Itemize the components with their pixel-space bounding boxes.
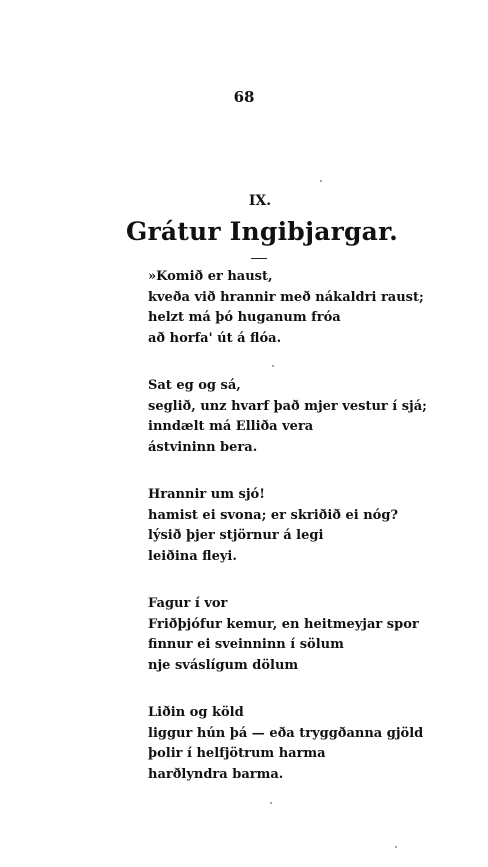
poem-line: Hrannir um sjó! [148,487,265,502]
poem-line: Sat eg og sá, [148,378,241,393]
poem-body [148,267,448,812]
poem-line: þolir í helfjötrum harma [148,746,326,761]
print-speck [270,802,272,804]
stanza-5 [148,703,448,785]
poem-line: lýsið þjer stjörnur á legi [148,528,324,543]
poem-line: að horfa' út á flóa. [148,330,282,346]
poem-line: nje sváslígum dölum [148,657,299,673]
section-numeral: IX. [248,193,272,209]
poem-line: finnur ei sveinninn í sölum [148,637,344,652]
poem-line: liggur hún þá — eða tryggðanna gjöld [148,725,424,741]
poem-line: helzt má þó huganum fróa [148,310,341,325]
poem-line: Friðþjófur kemur, en heitmeyjar spor [148,616,419,632]
poem-line: »Komið er haust, [148,269,273,284]
stanza-1 [148,267,448,349]
poem-line: inndælt má Elliða vera [148,419,314,434]
print-speck [320,180,322,182]
poem-title: Grátur Ingibjargar. [125,217,399,246]
stanza-4 [148,594,448,676]
print-speck [395,846,397,848]
poem-line: leiðina fleyi. [148,548,237,564]
poem-line: Fagur í vor [148,596,228,611]
stanza-2 [148,376,448,458]
stanza-3 [148,485,448,567]
poem-line: hamist ei svona; er skriðið ei nóg? [148,507,399,523]
poem-line: kveða við hrannir með nákaldri raust; [148,289,424,305]
page-number: 68 [233,88,255,106]
poem-line: harðlyndra barma. [148,766,284,782]
poem-line: ástvininn bera. [148,439,258,455]
print-speck [272,365,274,367]
poem-line: Liðin og köld [148,705,244,720]
title-divider [251,258,267,259]
poem-line: seglið, unz hvarf það mjer vestur í sjá; [148,398,427,414]
